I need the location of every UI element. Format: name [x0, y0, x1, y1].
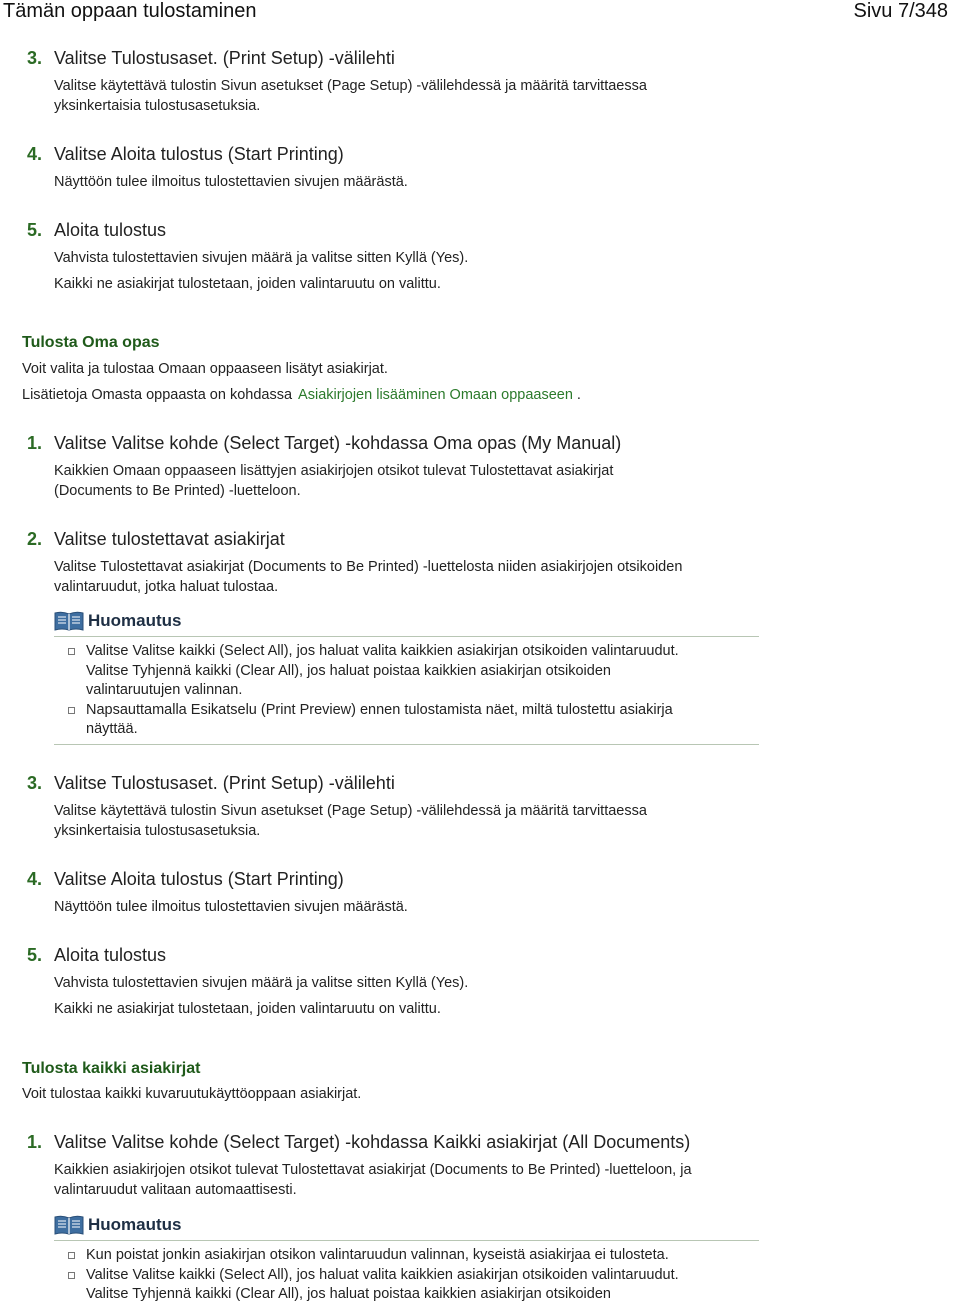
- step-5-body: [54, 974, 754, 1019]
- note-bottom-divider: [54, 744, 759, 745]
- body-line: Vahvista tulostettavien sivujen määrä ja valitse sitten Kyllä (Yes).: [54, 250, 469, 266]
- step-number: 1.: [27, 1132, 43, 1152]
- body-line: Valitse käytettävä tulostin Sivun asetukset (Page Setup) -välilehdessä ja määritä tarvittaessa: [54, 803, 647, 819]
- note-item: [54, 642, 759, 701]
- body-line: Vahvista tulostettavien sivujen määrä ja valitse sitten Kyllä (Yes).: [54, 975, 469, 991]
- note-line: Kun poistat jonkin asiakirjan otsikon valintaruudun valinnan, kyseistä asiakirjaa ei tulosteta.: [86, 1247, 669, 1263]
- section-intro: Voit tulostaa kaikki kuvaruutukäyttöoppaan asiakirjat.: [22, 1086, 362, 1102]
- step-3-body: [54, 802, 754, 841]
- body-line: valintaruudut valitaan automaattisesti.: [54, 1181, 297, 1198]
- step-number: 4.: [27, 869, 43, 889]
- step-heading: Valitse Aloita tulostus (Start Printing): [54, 869, 344, 889]
- document-title: Tämän oppaan tulostaminen: [3, 0, 257, 22]
- body-line: yksinkertaisia tulostusasetuksia.: [54, 822, 261, 839]
- body-line: Kaikki ne asiakirjat tulostetaan, joiden valintaruutu on valittu.: [54, 1000, 441, 1017]
- page-header: [0, 0, 960, 24]
- note-list: [54, 1246, 759, 1305]
- link-add-to-my-manual[interactable]: Asiakirjojen lisääminen Omaan oppaaseen: [298, 387, 573, 403]
- more-info-suffix: .: [576, 387, 581, 403]
- step-5-body: [54, 249, 754, 294]
- note-label: Huomautus: [88, 611, 182, 630]
- body-line: Kaikki ne asiakirjat tulostetaan, joiden valintaruutu on valittu.: [54, 275, 441, 292]
- section-intro: Voit valita ja tulostaa Omaan oppaaseen lisätyt asiakirjat.: [22, 361, 388, 377]
- step-1-body: [54, 462, 754, 501]
- note-item: [54, 701, 759, 740]
- page-indicator: Sivu 7/348: [853, 0, 948, 22]
- note-line: Valitse Valitse kaikki (Select All), jos haluat valita kaikkien asiakirjan otsikoiden valintaruudut.: [86, 1266, 679, 1283]
- step-heading: Aloita tulostus: [54, 945, 167, 965]
- step-heading: Valitse Valitse kohde (Select Target) -kohdassa Oma opas (My Manual): [54, 433, 622, 453]
- step-3-body: [54, 77, 754, 116]
- note-item: [54, 1246, 759, 1266]
- body-line: Näyttöön tulee ilmoitus tulostettavien sivujen määrästä.: [54, 899, 408, 915]
- step-heading: Valitse Valitse kohde (Select Target) -kohdassa Kaikki asiakirjat (All Documents): [54, 1132, 691, 1152]
- square-bullet-icon: [68, 707, 75, 714]
- note-top-divider: [54, 636, 759, 637]
- step-number: 1.: [27, 433, 43, 453]
- body-line: Valitse Tulostettavat asiakirjat (Documents to Be Printed) -luettelosta niiden asiakirjojen otsikoiden: [54, 559, 683, 575]
- note-box: [54, 610, 759, 750]
- step-1-body: [54, 1161, 754, 1200]
- note-box: [54, 1214, 759, 1304]
- note-header: [54, 1214, 759, 1238]
- note-list: [54, 642, 759, 740]
- step-number: 3.: [27, 773, 43, 793]
- note-label: Huomautus: [88, 1215, 182, 1234]
- body-line: (Documents to Be Printed) -luetteloon.: [54, 482, 301, 499]
- note-item: [54, 1266, 759, 1305]
- square-bullet-icon: [68, 1272, 75, 1279]
- step-heading: Valitse Tulostusaset. (Print Setup) -välilehti: [54, 48, 395, 68]
- body-line: Valitse käytettävä tulostin Sivun asetukset (Page Setup) -välilehdessä ja määritä tarvittaessa: [54, 78, 647, 94]
- step-4-body: [54, 173, 754, 193]
- step-2-body: [54, 558, 754, 597]
- note-header: [54, 610, 759, 634]
- step-heading: Valitse tulostettavat asiakirjat: [54, 529, 285, 549]
- step-number: 5.: [27, 945, 43, 965]
- step-number: 3.: [27, 48, 43, 68]
- section-title-oma-opas: Tulosta Oma opas: [22, 334, 160, 351]
- body-line: Näyttöön tulee ilmoitus tulostettavien sivujen määrästä.: [54, 174, 408, 190]
- note-line: Valitse Tyhjennä kaikki (Clear All), jos haluat poistaa kaikkien asiakirjan otsikoiden: [86, 662, 611, 679]
- book-icon: [54, 611, 84, 631]
- note-line: Valitse Valitse kaikki (Select All), jos haluat valita kaikkien asiakirjan otsikoiden valintaruudut.: [86, 643, 679, 659]
- body-line: valintaruudut, jotka haluat tulostaa.: [54, 578, 279, 595]
- step-number: 2.: [27, 529, 43, 549]
- step-heading: Valitse Tulostusaset. (Print Setup) -välilehti: [54, 773, 395, 793]
- step-heading: Valitse Aloita tulostus (Start Printing): [54, 144, 344, 164]
- step-heading: Aloita tulostus: [54, 220, 167, 240]
- more-info-prefix: Lisätietoja Omasta oppaasta on kohdassa: [22, 387, 293, 403]
- body-line: Kaikkien Omaan oppaaseen lisättyjen asiakirjojen otsikot tulevat Tulostettavat asiakirjat: [54, 463, 614, 479]
- step-4-body: [54, 898, 754, 918]
- note-line: näyttää.: [86, 721, 138, 737]
- body-line: Kaikkien asiakirjojen otsikot tulevat Tulostettavat asiakirjat (Documents to Be Printed) -luetteloon, ja: [54, 1162, 692, 1178]
- more-info-line: [22, 387, 581, 403]
- step-number: 4.: [27, 144, 43, 164]
- square-bullet-icon: [68, 648, 75, 655]
- note-line: Napsauttamalla Esikatselu (Print Preview) ennen tulostamista näet, miltä tulostettu asiakirja: [86, 701, 673, 718]
- note-top-divider: [54, 1240, 759, 1241]
- section-title-all-documents: Tulosta kaikki asiakirjat: [22, 1060, 201, 1077]
- note-line: Valitse Tyhjennä kaikki (Clear All), jos haluat poistaa kaikkien asiakirjan otsikoiden: [86, 1286, 611, 1302]
- note-line: valintaruutujen valinnan.: [86, 682, 243, 698]
- book-icon: [54, 1215, 84, 1235]
- step-number: 5.: [27, 220, 43, 240]
- body-line: yksinkertaisia tulostusasetuksia.: [54, 97, 261, 114]
- square-bullet-icon: [68, 1252, 75, 1259]
